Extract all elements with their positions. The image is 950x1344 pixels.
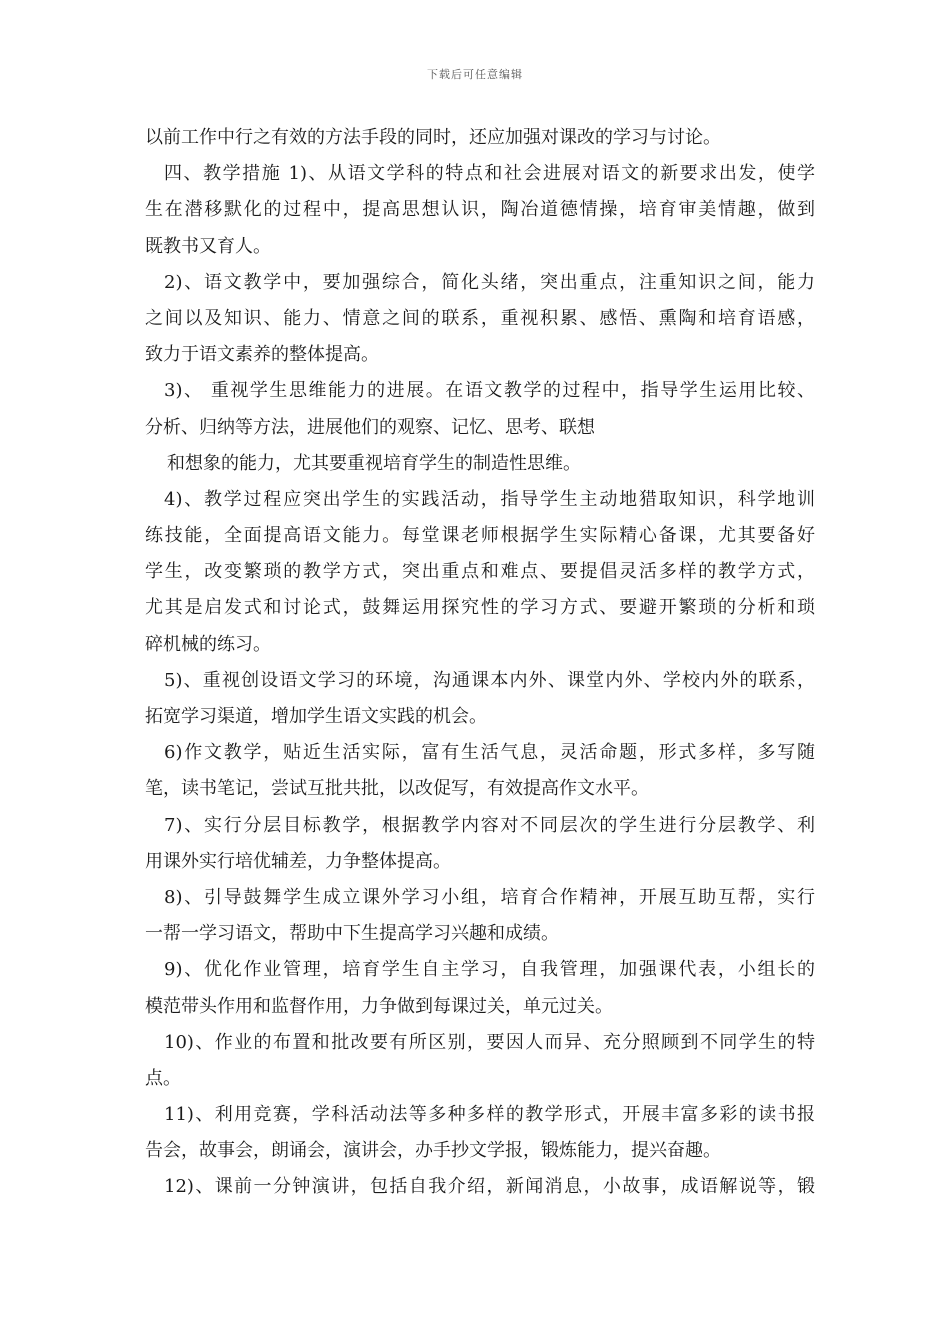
text-line: 分析、归纳等方法，进展他们的观察、记忆、思考、联想	[145, 416, 595, 438]
text-line: 10)、作业的布置和批改要有所区别，要因人而异、充分照顾到不同学生的特	[164, 1031, 815, 1053]
text-line: 和想象的能力，尤其要重视培育学生的制造性思维。	[167, 452, 581, 474]
text-line: 一帮一学习语文，帮助中下生提高学习兴趣和成绩。	[145, 923, 559, 945]
text-line: 点。	[145, 1067, 181, 1089]
text-line: 用课外实行培优辅差，力争整体提高。	[145, 850, 451, 872]
text-line: 12)、课前一分钟演讲，包括自我介绍，新闻消息，小故事，成语解说等，锻	[164, 1176, 815, 1198]
text-line: 既教书又育人。	[145, 235, 271, 257]
text-line: 之间以及知识、能力、情意之间的联系，重视积累、感悟、熏陶和培育语感，	[145, 307, 815, 329]
text-line: 3)、 重视学生思维能力的进展。在语文教学的过程中，指导学生运用比较、	[164, 380, 815, 402]
text-line: 8)、引导鼓舞学生成立课外学习小组，培育合作精神，开展互助互帮，实行	[164, 886, 815, 908]
text-line: 学生，改变繁琐的教学方式，突出重点和难点、要提倡灵活多样的教学方式，	[145, 561, 815, 583]
text-line: 模范带头作用和监督作用，力争做到每课过关，单元过关。	[145, 995, 613, 1017]
text-line: 11)、利用竞赛，学科活动法等多种多样的教学形式，开展丰富多彩的读书报	[164, 1104, 815, 1126]
text-line: 笔，读书笔记，尝试互批共批，以改促写，有效提高作文水平。	[145, 778, 649, 800]
text-line: 四、教学措施 1)、从语文学科的特点和社会进展对语文的新要求出发，使学	[164, 163, 815, 185]
text-line: 拓宽学习渠道，增加学生语文实践的机会。	[145, 706, 487, 727]
text-line: 2)、语文教学中，要加强综合，简化头绪，突出重点，注重知识之间，能力	[164, 271, 815, 293]
text-line: 致力于语文素养的整体提高。	[145, 344, 379, 366]
text-line: 6)作文教学，贴近生活实际，富有生活气息，灵活命题，形式多样，多写随	[164, 742, 815, 764]
document-body	[145, 120, 815, 1206]
text-line: 告会，故事会，朗诵会，演讲会，办手抄文学报，锻炼能力，提兴奋趣。	[145, 1140, 721, 1162]
text-line: 以前工作中行之有效的方法手段的同时，还应加强对课改的学习与讨论。	[145, 127, 721, 148]
text-line: 4)、教学过程应突出学生的实践活动，指导学生主动地猎取知识，科学地训	[164, 488, 815, 510]
text-line: 7)、实行分层目标教学，根据教学内容对不同层次的学生进行分层教学、利	[164, 814, 815, 836]
text-line: 5)、重视创设语文学习的环境，沟通课本内外、课堂内外、学校内外的联系，	[164, 669, 815, 691]
text-line: 尤其是启发式和讨论式，鼓舞运用探究性的学习方式、要避开繁琐的分析和琐	[145, 597, 815, 619]
text-line: 练技能，全面提高语文能力。每堂课老师根据学生实际精心备课，尤其要备好	[145, 525, 815, 547]
text-line: 碎机械的练习。	[145, 633, 271, 655]
text-line: 生在潜移默化的过程中，提高思想认识，陶冶道德情操，培育审美情趣，做到	[145, 199, 815, 221]
page-header: 下载后可任意编辑	[427, 68, 523, 81]
text-line: 9)、优化作业管理，培育学生自主学习，自我管理，加强课代表，小组长的	[164, 959, 815, 981]
